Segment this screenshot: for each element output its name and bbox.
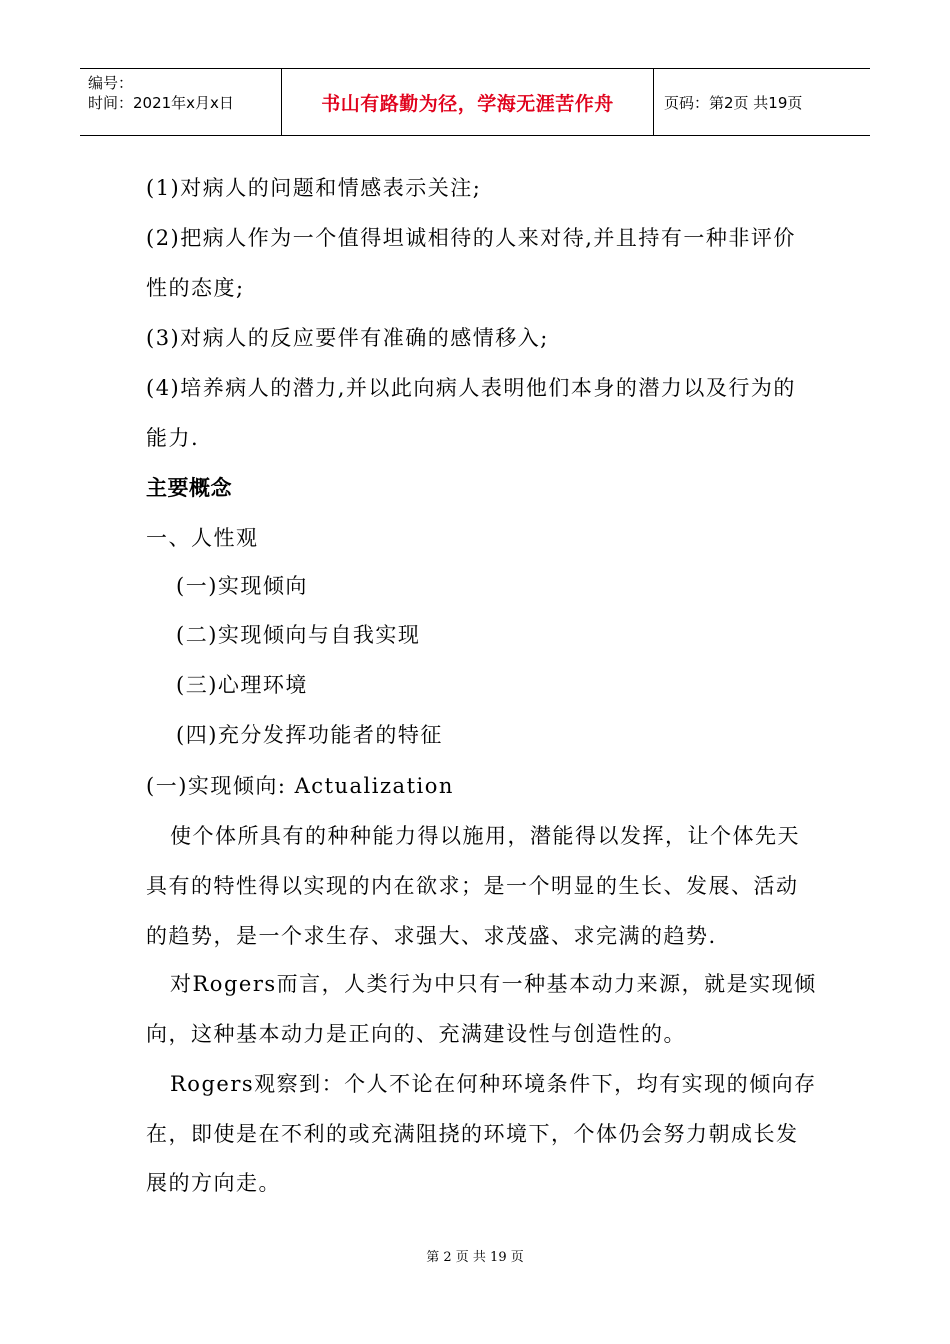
paragraph-line: Rogers观察到：个人不论在何种环境条件下，均有实现的倾向存	[170, 1072, 817, 1096]
outline-item: (二)实现倾向与自我实现	[176, 623, 421, 647]
section-heading: 主要概念	[146, 476, 232, 500]
paragraph-line: 使个体所具有的种种能力得以施用，潜能得以发挥，让个体先天	[170, 824, 800, 848]
outline-item: (四)充分发挥功能者的特征	[176, 723, 443, 747]
paragraph-line: (3)对病人的反应要伴有准确的感情移入;	[146, 326, 549, 350]
paragraph-line: 能力.	[146, 426, 200, 450]
paragraph-line: 在，即使是在不利的或充满阻挠的环境下，个体仍会努力朝成长发	[146, 1122, 799, 1146]
paragraph-line: 具有的特性得以实现的内在欲求；是一个明显的生长、发展、活动	[146, 874, 799, 898]
paragraph-line: 展的方向走。	[146, 1171, 281, 1195]
outline-item: (一)实现倾向	[176, 574, 308, 598]
subsection-heading: (一)实现倾向: Actualization	[146, 774, 454, 798]
number-label: 编号：	[88, 74, 134, 92]
header-meta	[80, 69, 282, 135]
header-motto: 书山有路勤为径，学海无涯苦作舟	[282, 69, 654, 135]
paragraph-line: (4)培养病人的潜力,并以此向病人表明他们本身的潜力以及行为的	[146, 376, 796, 400]
page-header	[80, 68, 870, 136]
page-footer: 第 2 页 共 19 页	[426, 1250, 524, 1265]
paragraph-line: 向，这种基本动力是正向的、充满建设性与创造性的。	[146, 1022, 686, 1046]
paragraph-line: 的趋势，是一个求生存、求强大、求茂盛、求完满的趋势.	[146, 924, 717, 948]
paragraph-line: (1)对病人的问题和情感表示关注;	[146, 176, 482, 200]
outline-heading: 一、人性观	[146, 526, 259, 550]
outline-item: (三)心理环境	[176, 673, 308, 697]
paragraph-line: (2)把病人作为一个值得坦诚相待的人来对待,并且持有一种非评价	[146, 226, 796, 250]
paragraph-line: 性的态度;	[146, 276, 245, 300]
paragraph-line: 对Rogers而言，人类行为中只有一种基本动力来源，就是实现倾	[170, 972, 817, 996]
header-page-info: 页码：第2页 共19页	[664, 93, 803, 112]
time-label: 时间：2021年x月x日	[88, 94, 234, 112]
